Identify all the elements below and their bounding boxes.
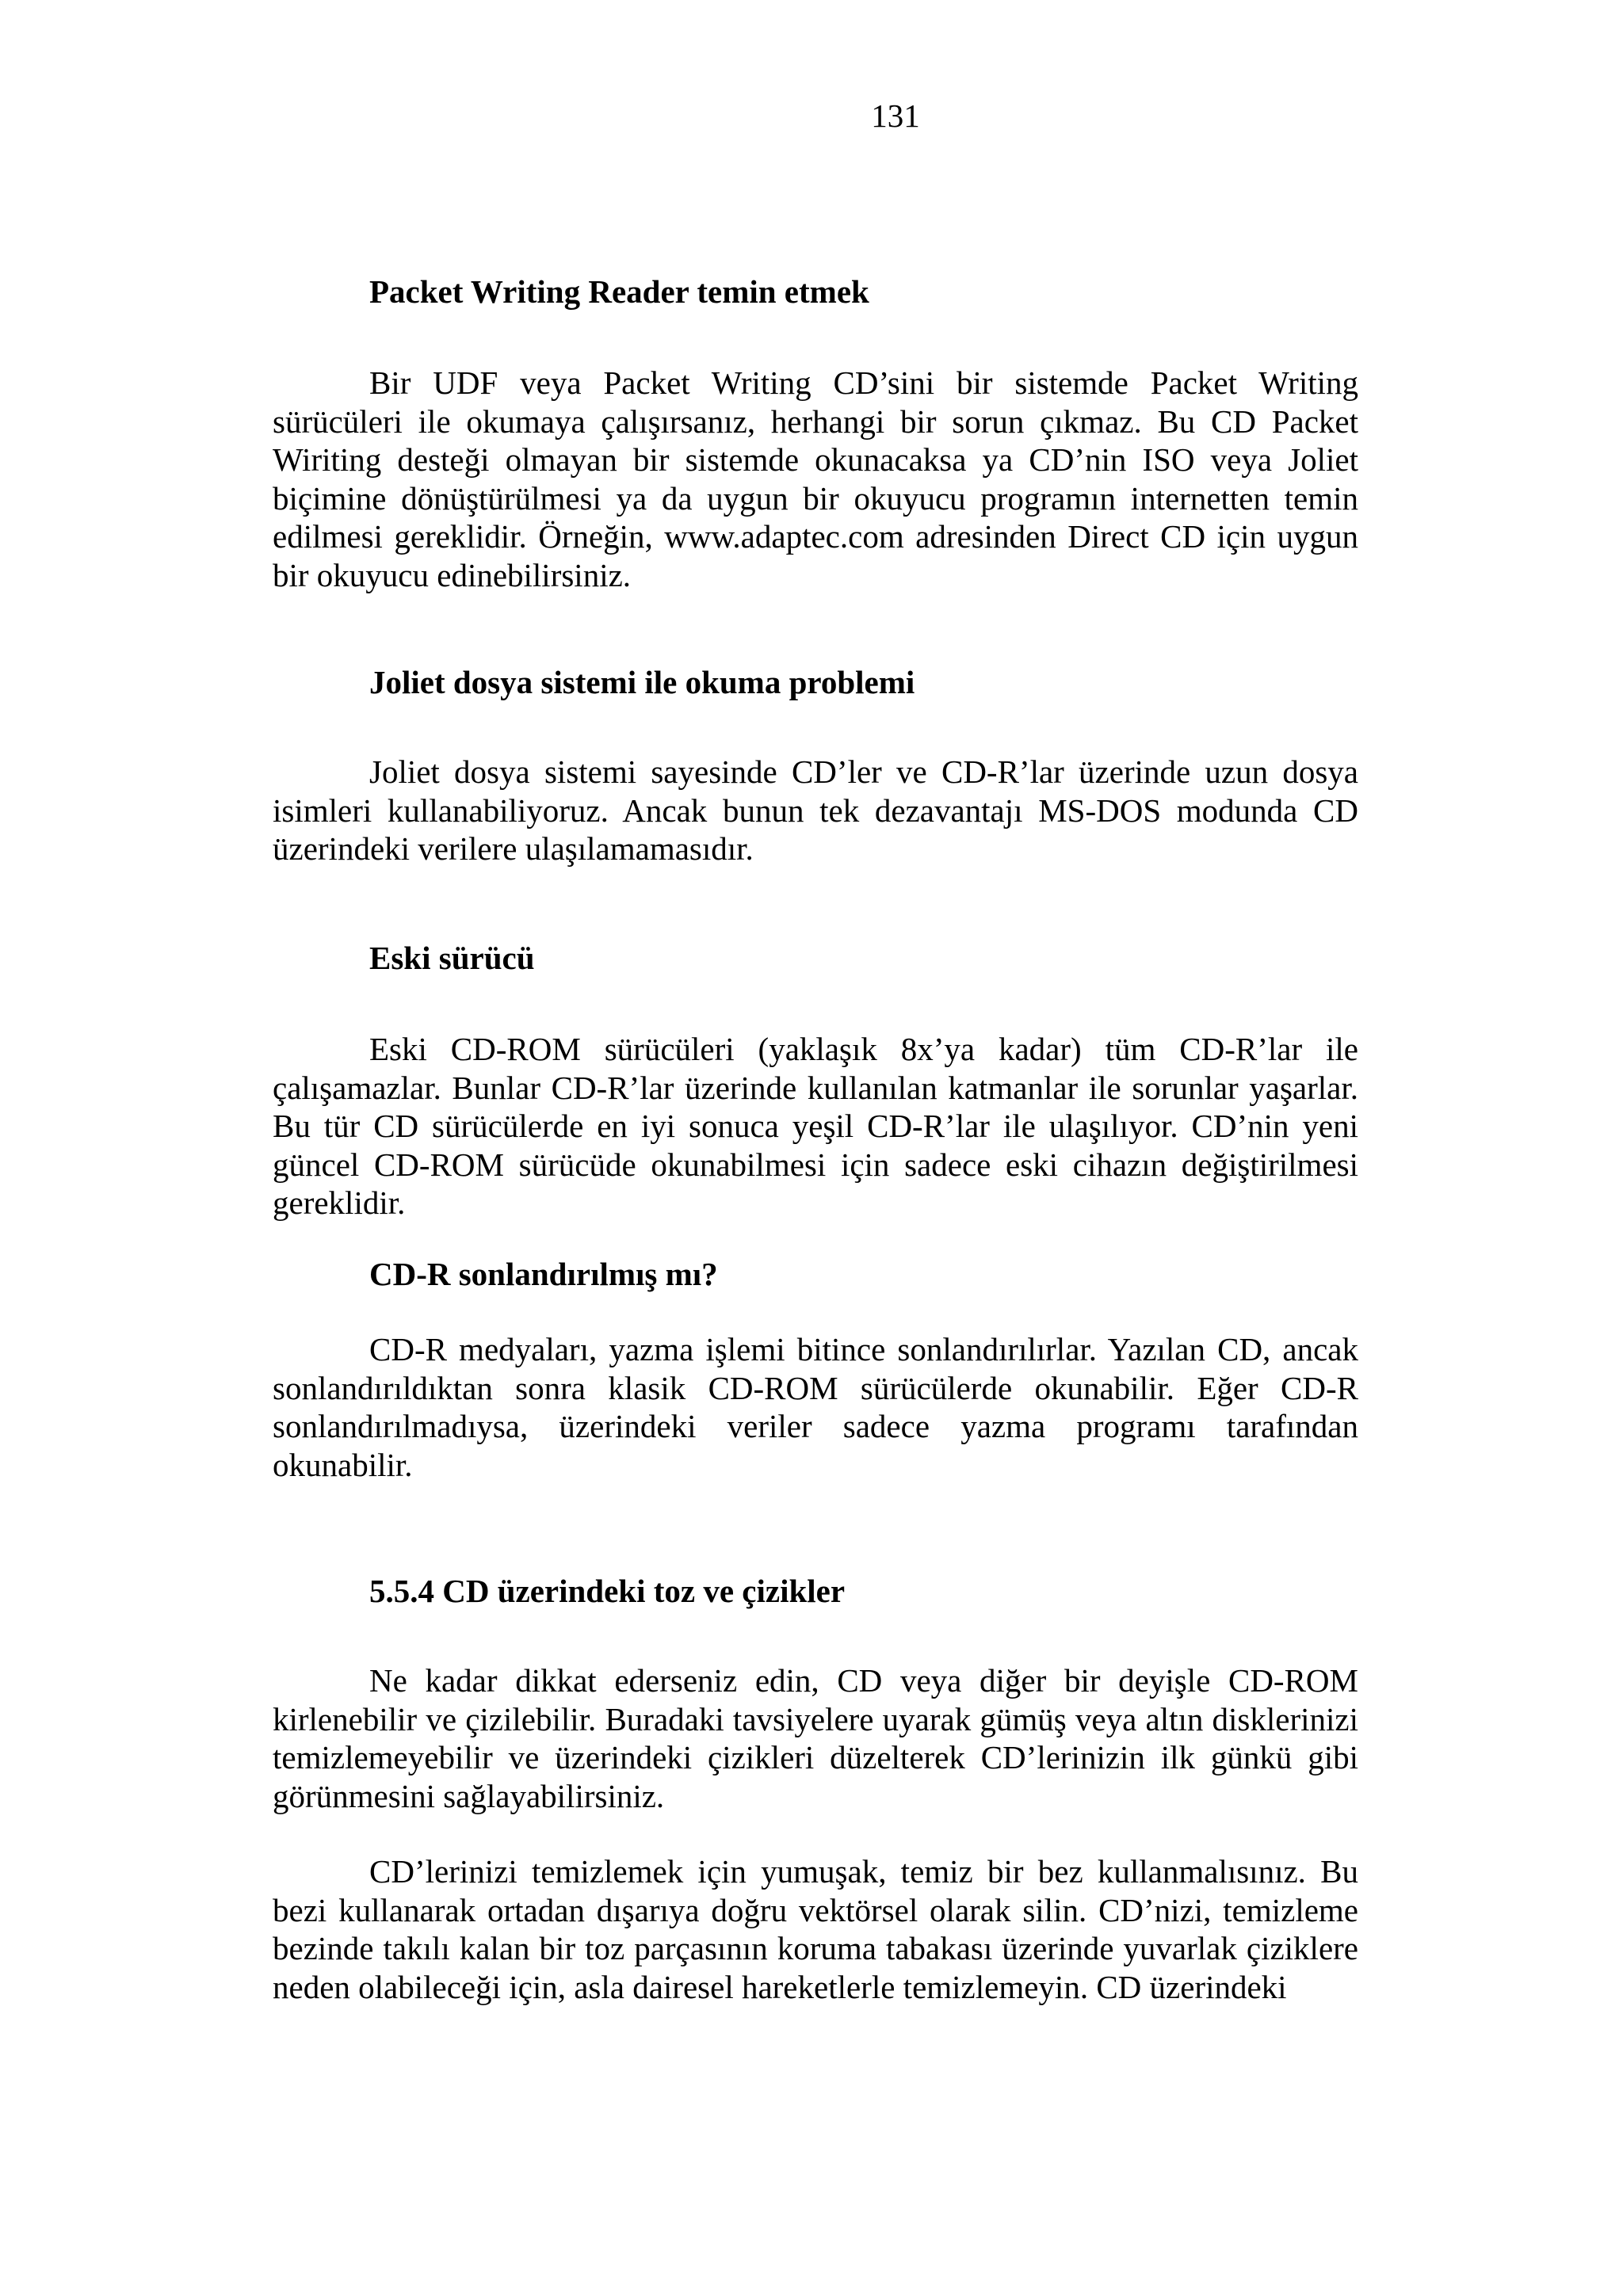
section-body-cd-r-sonlandirilmis bbox=[273, 1330, 1358, 1484]
paragraph: CD’lerinizi temizlemek için yumuşak, temiz bir bez kullanmalısınız. Bu bezi kullanarak ortadan dışarıya doğru vektörsel olarak silin. CD’nizi, temizleme bezinde takılı kalan bir toz parçasının koruma tabakası üzerinde yuvarlak çiziklere neden olabileceği için, asla dairesel hareketlerle temizlemeyin. CD üzerindeki bbox=[273, 1853, 1358, 2005]
section-heading-cd-r-sonlandirilmis: CD-R sonlandırılmış mı? bbox=[369, 1256, 718, 1292]
paragraph: Eski CD-ROM sürücüleri (yaklaşık 8x’ya kadar) tüm CD-R’lar ile çalışamazlar. Bunlar CD-R’lar üzerinde kullanılan katmanlar ile sorunlar yaşarlar. Bu tür CD sürücülerde en iyi sonuca yeşil CD-R’lar ile ulaşılıyor. CD’nin yeni güncel CD-ROM sürücüde okunabilmesi için sadece eski cihazın değiştirilmesi gereklidir. bbox=[273, 1031, 1358, 1221]
section-heading-eski-surucu: Eski sürücü bbox=[369, 940, 535, 976]
paragraph: Ne kadar dikkat ederseniz edin, CD veya diğer bir deyişle CD-ROM kirlenebilir ve çizilebilir. Buradaki tavsiyelere uyarak gümüş veya altın disklerinizi temizlemeyebilir ve üzerindeki çizikleri düzelterek CD’lerinizin ilk günkü gibi görünmesini sağlayabilirsiniz. bbox=[273, 1662, 1358, 1814]
page-number: 131 bbox=[871, 97, 920, 134]
section-body-eski-surucu bbox=[273, 1030, 1358, 1222]
paragraph: CD-R medyaları, yazma işlemi bitince sonlandırılırlar. Yazılan CD, ancak sonlandırıldıktan sonra klasik CD-ROM sürücülerde okunabilir. Eğer CD-R sonlandırılmadıysa, üzerindeki veriler sadece yazma programı tarafından okunabilir. bbox=[273, 1331, 1358, 1483]
section-body-joliet bbox=[273, 753, 1358, 868]
paragraph: Bir UDF veya Packet Writing CD’sini bir sistemde Packet Writing sürücüleri ile okumaya çalışırsanız, herhangi bir sorun çıkmaz. Bu CD Packet Wiriting desteği olmayan bir sistemde okunacaksa ya CD’nin ISO veya Joliet biçimine dönüştürülmesi ya da uygun bir okuyucu programın internetten temin edilmesi gereklidir. Örneğin, www.adaptec.com adresinden Direct CD için uygun bir okuyucu edinebilirsiniz. bbox=[273, 364, 1358, 593]
section-heading-joliet: Joliet dosya sistemi ile okuma problemi bbox=[369, 664, 915, 700]
paragraph: Joliet dosya sistemi sayesinde CD’ler ve CD-R’lar üzerinde uzun dosya isimleri kullanabiliyoruz. Ancak bunun tek dezavantajı MS-DOS modunda CD üzerindeki verilere ulaşılamamasıdır. bbox=[273, 753, 1358, 867]
section-heading-toz-ve-cizikler: 5.5.4 CD üzerindeki toz ve çizikler bbox=[369, 1573, 846, 1609]
section-heading-packet-writing: Packet Writing Reader temin etmek bbox=[369, 273, 869, 310]
section-body-toz-ve-cizikler-p1 bbox=[273, 1661, 1358, 1815]
section-body-packet-writing bbox=[273, 364, 1358, 594]
section-body-toz-ve-cizikler-p2 bbox=[273, 1852, 1358, 2006]
